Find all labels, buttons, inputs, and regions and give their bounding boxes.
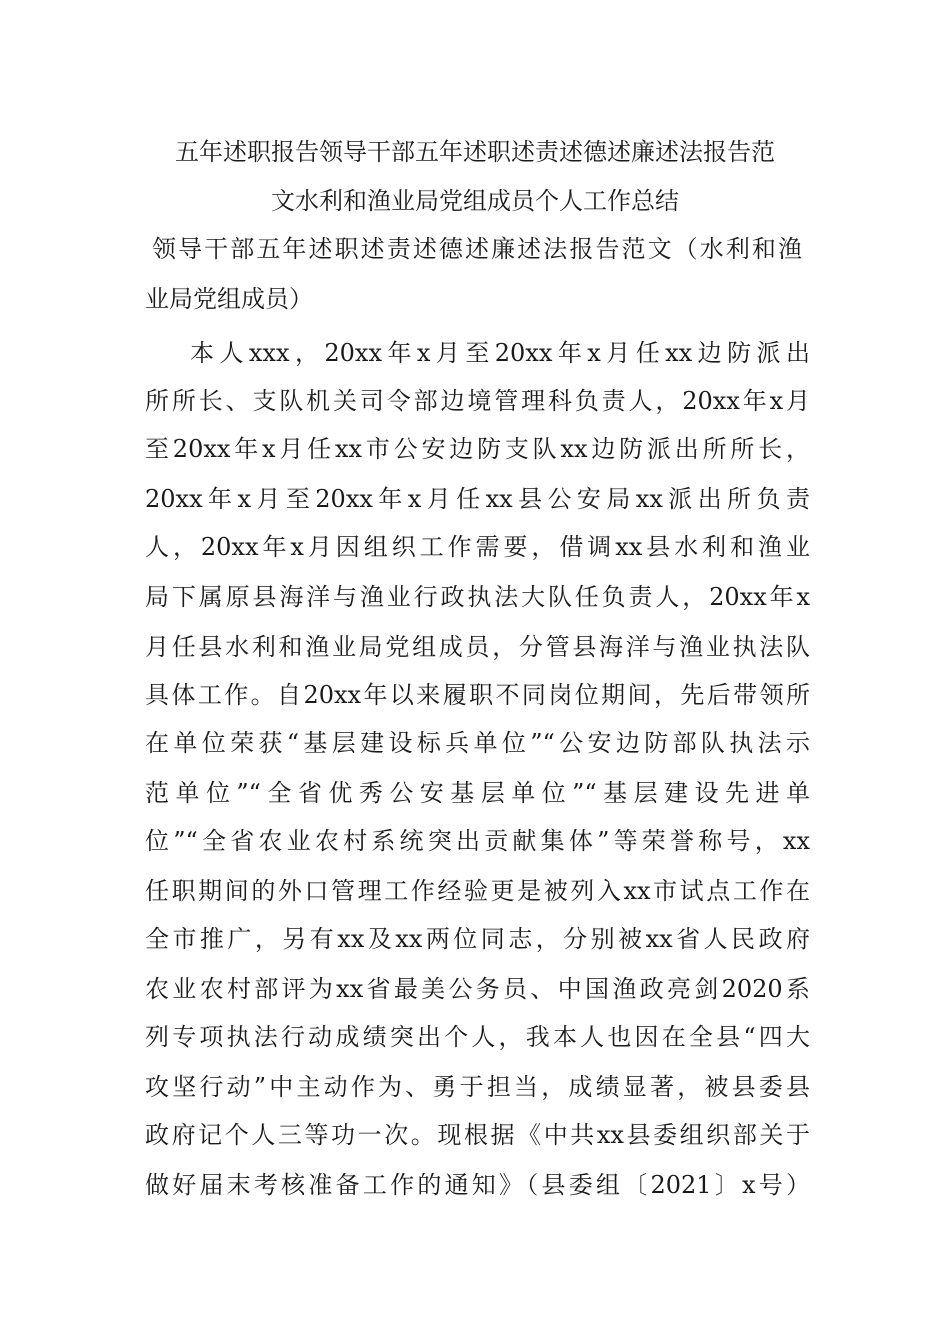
body-line-1: 本人xxx，20xx年x月至20xx年x月任xx边防派出 xyxy=(190,339,810,367)
subtitle-line-2: 业局党组成员） xyxy=(145,285,313,313)
body-line-18: 做好届末考核准备工作的通知》（县委组〔2021〕x号） xyxy=(145,1171,810,1199)
body-line-3: 至20xx年x月任xx市公安边防支队xx边防派出所所长， xyxy=(145,435,810,463)
body-line-5: 人，20xx年x月因组织工作需要，借调xx县水利和渔业 xyxy=(145,533,810,561)
subtitle-line-1: 领导干部五年述职述责述德述廉述法报告范文（水利和渔 xyxy=(152,235,802,263)
body-line-17: 政府记个人三等功一次。现根据《中共xx县委组织部关于 xyxy=(145,1121,810,1149)
body-line-11: 位”“全省农业农村系统突出贡献集体”等荣誉称号，xx xyxy=(145,827,810,855)
body-line-10: 范单位”“全省优秀公安基层单位”“基层建设先进单 xyxy=(145,779,810,807)
body-line-15: 列专项执法行动成绩突出个人，我本人也因在全县“四大 xyxy=(145,1023,810,1051)
body-line-13: 全市推广，另有xx及xx两位同志，分别被xx省人民政府 xyxy=(145,925,810,953)
title-line-2: 文水利和渔业局党组成员个人工作总结 xyxy=(271,187,679,215)
body-line-6: 局下属原县海洋与渔业行政执法大队任负责人，20xx年x xyxy=(145,583,810,611)
body-line-2: 所所长、支队机关司令部边境管理科负责人，20xx年x月 xyxy=(145,387,810,415)
title-line-1: 五年述职报告领导干部五年述职述责述德述廉述法报告范 xyxy=(175,138,775,166)
body-line-4: 20xx年x月至20xx年x月任xx县公安局xx派出所负责 xyxy=(145,485,810,513)
body-line-9: 在单位荣获“基层建设标兵单位”“公安边防部队执法示 xyxy=(145,729,810,757)
body-line-14: 农业农村部评为xx省最美公务员、中国渔政亮剑2020系 xyxy=(145,975,810,1003)
body-line-16: 攻坚行动”中主动作为、勇于担当，成绩显著，被县委县 xyxy=(145,1073,810,1101)
body-line-12: 任职期间的外口管理工作经验更是被列入xx市试点工作在 xyxy=(145,877,810,905)
body-line-7: 月任县水利和渔业局党组成员，分管县海洋与渔业执法队 xyxy=(145,633,810,661)
body-line-8: 具体工作。自20xx年以来履职不同岗位期间，先后带领所 xyxy=(145,681,810,709)
